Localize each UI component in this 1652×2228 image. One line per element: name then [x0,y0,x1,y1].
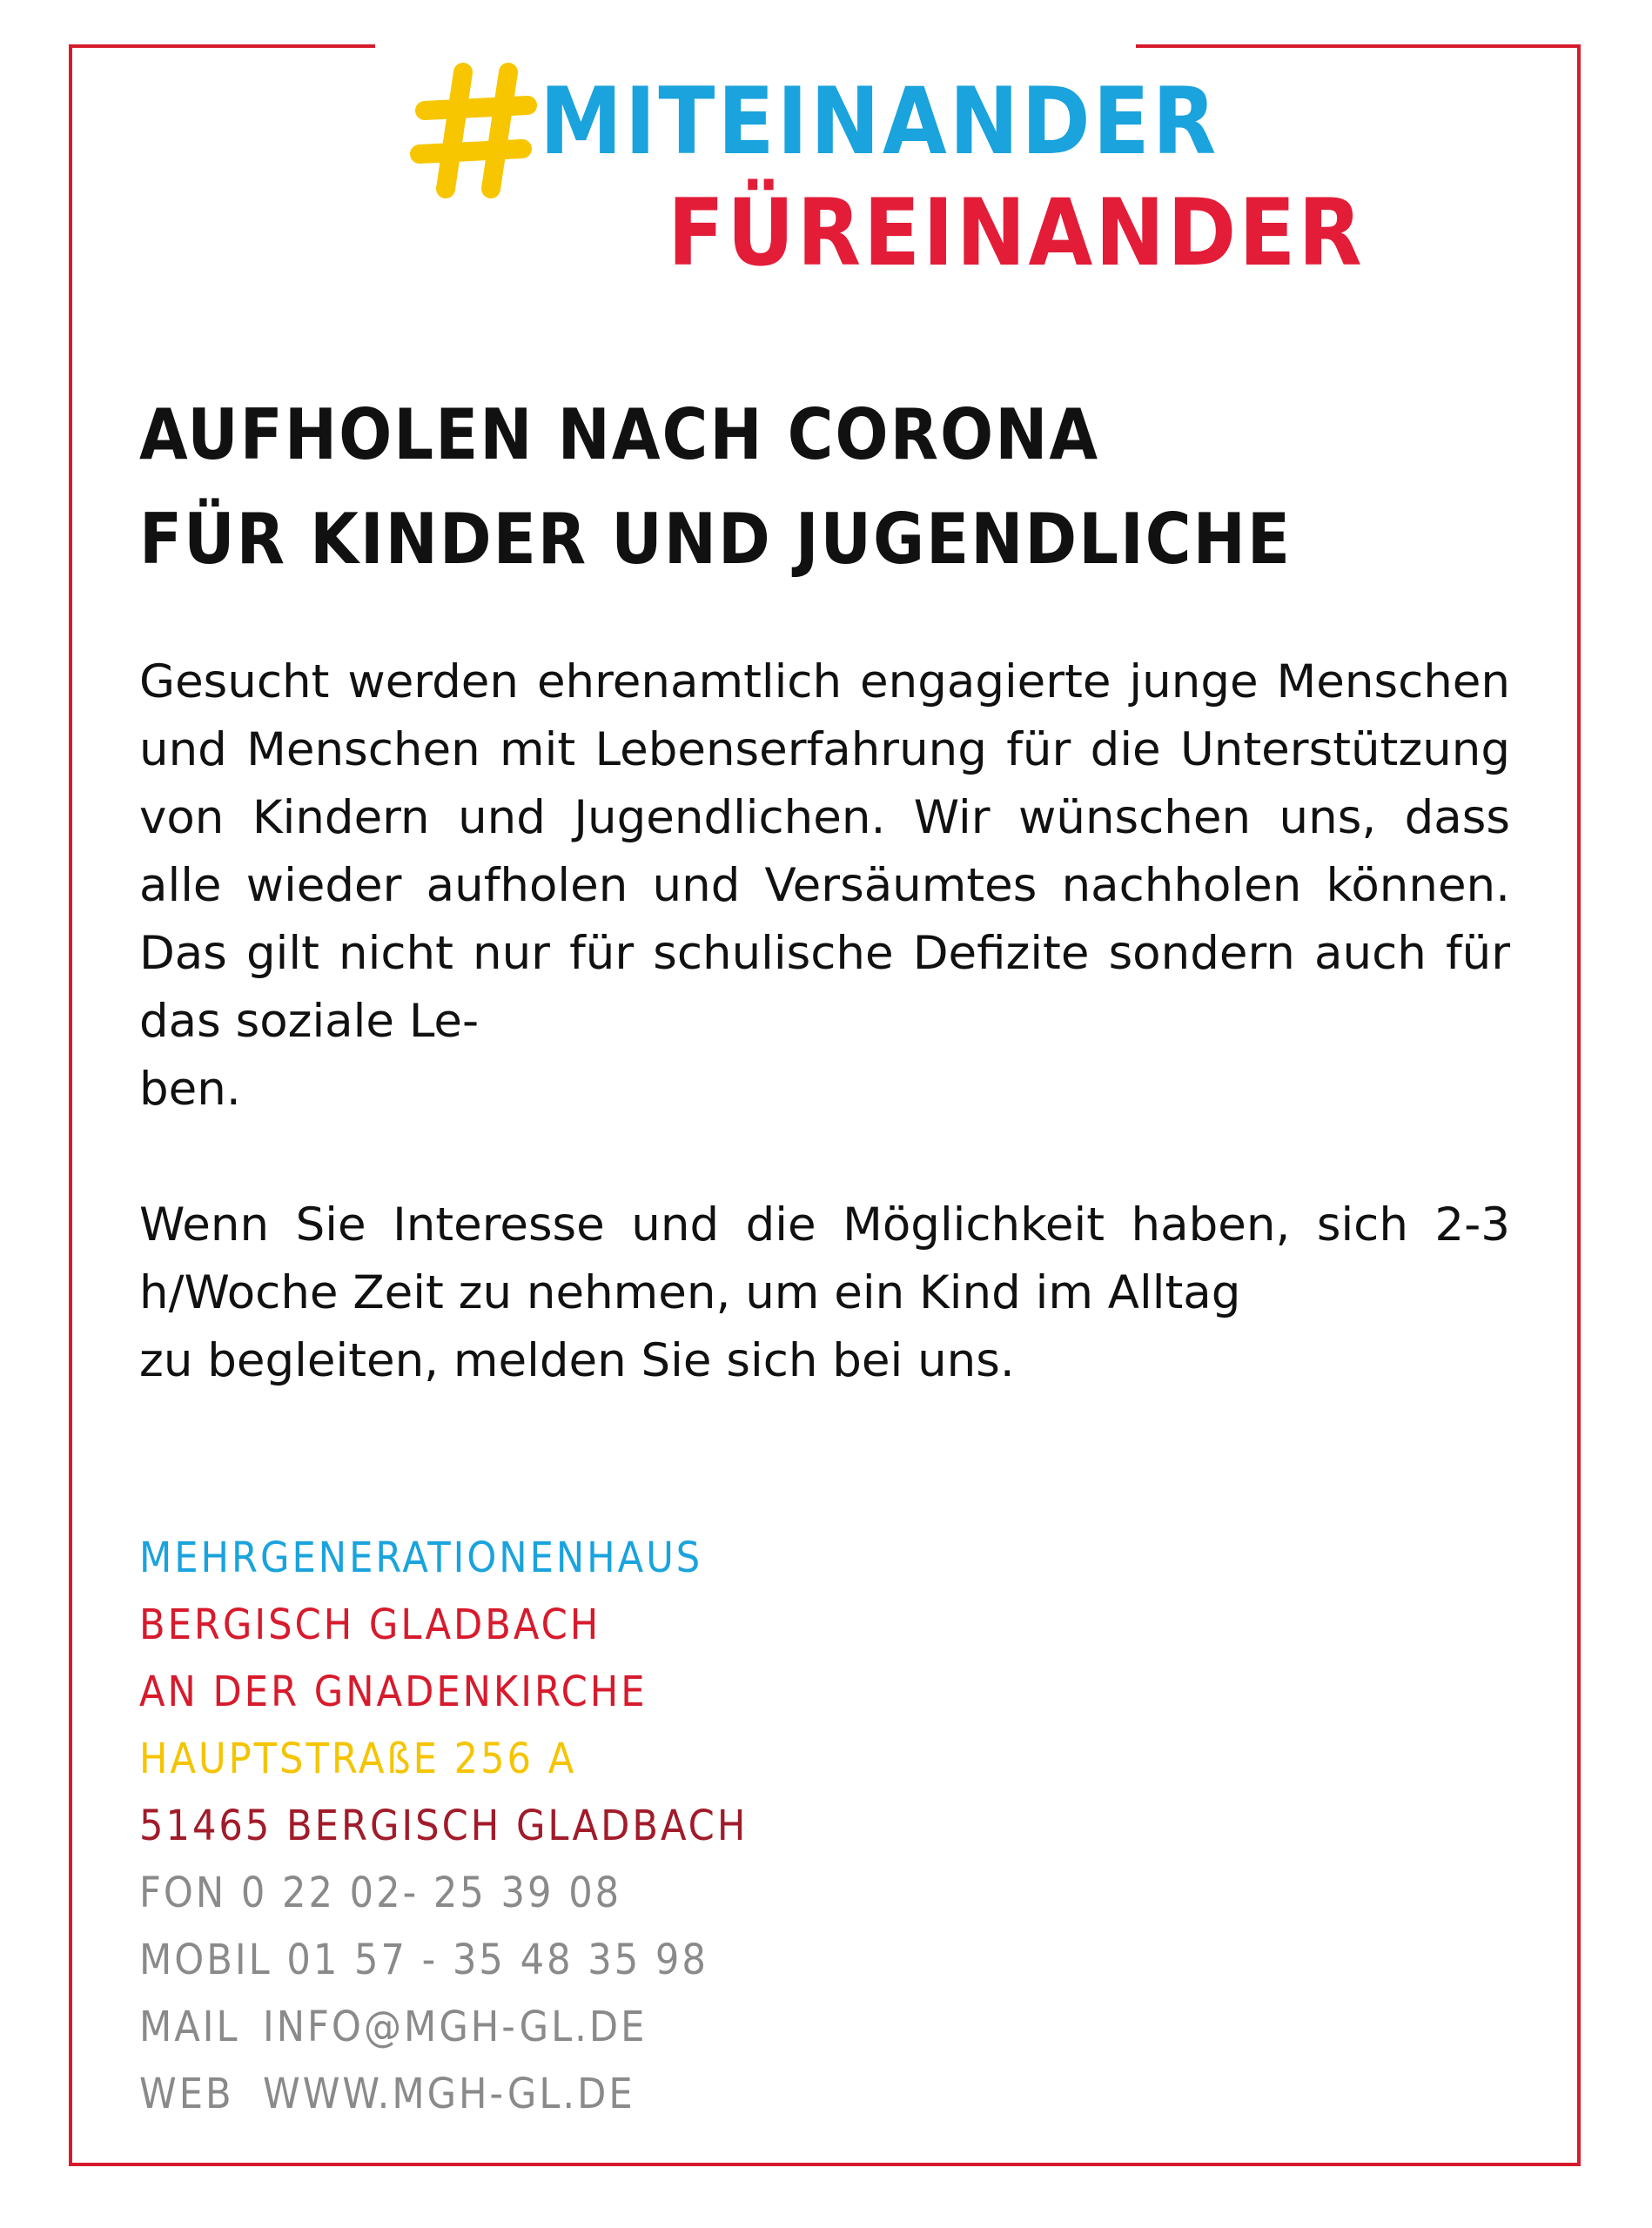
contact-street: HAUPTSTRAßE 256 A [139,1735,577,1783]
contact-web-label: WEB [139,2070,234,2118]
contact-web-link[interactable]: WWW.MGH-GL.DE [263,2070,635,2118]
body-text [139,648,1510,1395]
contact-block [139,1525,1184,2128]
paragraph-2 [139,1191,1510,1395]
contact-mail-link[interactable]: INFO@MGH-GL.DE [263,2003,648,2051]
paragraph-1 [139,648,1510,1124]
page-title [139,383,1497,592]
contact-org: MEHRGENERATIONENHAUS [139,1533,703,1582]
frame-left [69,44,72,2166]
contact-zip-city: 51465 BERGISCH GLADBACH [139,1802,749,1850]
contact-mail-row [139,1994,1184,2061]
paragraph-2-text: Wenn Sie Interesse und die Möglichkeit haben, sich 2-3 h/Woche Zeit zu nehmen, um ein Kind im Alltag [139,1198,1510,1319]
contact-phone: FON 0 22 02- 25 39 08 [139,1869,622,1917]
contact-location: AN DER GNADENKIRCHE [139,1668,648,1716]
logo [409,48,1365,292]
title-line-2: FÜR KINDER UND JUGENDLICHE [139,499,1293,580]
contact-web-row [139,2061,1184,2128]
hashtag-icon [409,57,540,205]
frame-right [1577,44,1581,2166]
frame-top-left [69,44,375,48]
contact-mail-label: MAIL [139,2003,240,2051]
frame-bottom [69,2163,1581,2166]
contact-city: BERGISCH GLADBACH [139,1601,601,1649]
paragraph-1-text: Gesucht werden ehrenamtlich engagierte junge Menschen und Menschen mit Lebenserfahrung für die Unterstützung von Kindern und Jugendlichen. Wir wünschen uns, dass alle wieder aufholen und Versäumtes nachholen können. Das gilt nicht nur für schulische Defizite sondern auch für das soziale Le- [139,655,1510,1048]
logo-text-miteinander: MITEINANDER [540,68,1219,175]
contact-mobile: MOBIL 01 57 - 35 48 35 98 [139,1936,708,1984]
paragraph-2-end: zu begleiten, melden Sie sich bei uns. [139,1334,1015,1387]
title-line-1: AUFHOLEN NACH CORONA [139,394,1100,475]
paragraph-1-end: ben. [139,1063,241,1116]
logo-text-fuereinander: FÜREINANDER [668,179,1365,286]
